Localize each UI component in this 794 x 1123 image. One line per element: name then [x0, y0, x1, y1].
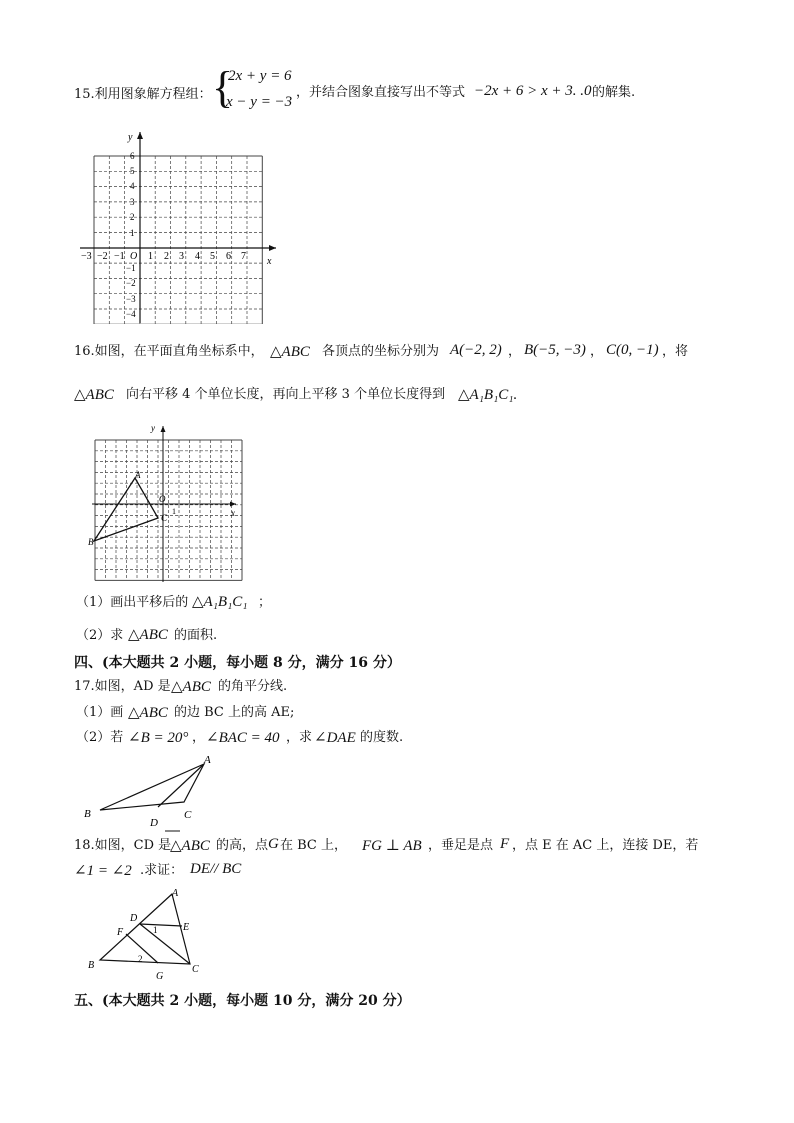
q15-inequality: −2x + 6 > x + 3. .0: [474, 83, 592, 99]
q16-sub1-prefix: （1）画出平移后的: [76, 595, 189, 610]
q16-line1-prefix: 16.如图，在平面直角坐标系中，: [74, 344, 264, 359]
q16-x-arrow: [230, 502, 236, 507]
section-5-heading: 五、(本大题共 2 小题，每小题 10 分，满分 20 分）: [74, 993, 411, 1009]
q18-angle-2: 2: [138, 954, 143, 964]
q16-line1-mid: 各顶点的坐标分别为: [322, 344, 440, 359]
q16-line1-end: ，将: [662, 344, 689, 359]
q16-point-C: C(0, −1): [606, 342, 659, 358]
q18-line2-math: ∠1 = ∠2: [74, 863, 132, 879]
q15-y-arrow: [137, 132, 143, 139]
y-tick: 2: [130, 212, 135, 222]
q18-angle-1: 1: [153, 925, 158, 935]
y-tick: −3: [126, 294, 136, 304]
q16-line2-target: △A₁B₁C₁.: [458, 387, 518, 403]
x-tick: −1: [114, 251, 125, 262]
q17-line1-prefix: 17.如图，AD 是: [74, 679, 171, 694]
q18-point-G: G: [268, 836, 279, 852]
q16-x-label: x: [231, 508, 235, 518]
q17-label-C: C: [184, 809, 192, 821]
q15-equation-2: x − y = −3: [226, 94, 293, 110]
q15-prefix: 15.利用图象解方程组：: [74, 87, 212, 102]
y-tick: 6: [130, 151, 135, 161]
q17-sub1-prefix: （1）画: [76, 705, 124, 720]
x-tick: 5: [210, 251, 215, 262]
q17-label-D: D: [150, 817, 158, 829]
q17-label-A: A: [204, 754, 211, 766]
q18-label-E: E: [183, 922, 190, 933]
q17-sub2-mid: ，求: [286, 730, 313, 745]
q16-sub2-suffix: 的面积.: [174, 628, 218, 643]
q17-sub2-prefix: （2）若: [76, 730, 124, 745]
x-tick: 6: [226, 251, 231, 262]
q18-line1-math1: △ABC: [170, 838, 210, 854]
q15-middle: ，并结合图象直接写出不等式: [296, 85, 466, 100]
q18-line1-d: ，垂足是点: [428, 838, 494, 853]
q16-grid-lines: [95, 440, 242, 580]
q17-sub2-math1: ∠B = 20°: [128, 730, 189, 746]
q15-y-tick-labels: [126, 151, 136, 319]
y-tick: 5: [130, 166, 135, 176]
q16-label-B: B: [88, 537, 94, 547]
section-4-heading: 四、(本大题共 2 小题，每小题 8 分，满分 16 分）: [74, 655, 401, 671]
y-tick: −2: [126, 278, 136, 288]
x-tick: 3: [179, 251, 184, 262]
q18-label-F: F: [117, 927, 124, 938]
q16-sub2-prefix: （2）求: [76, 628, 124, 643]
q18-label-D: D: [130, 913, 138, 924]
q17-sub2-suffix: 的度数.: [360, 730, 404, 745]
q16-tick-1: 1: [172, 507, 176, 516]
x-tick: 4: [195, 251, 200, 262]
y-tick: −1: [126, 263, 136, 273]
q17-sub1-math: △ABC: [128, 705, 168, 721]
q16-line2-triangle: △ABC: [74, 387, 114, 403]
q15-equation-1: 2x + y = 6: [228, 68, 292, 84]
q15-x-arrow: [269, 245, 276, 251]
q15-grid-lines: [94, 156, 262, 324]
q18-label-B: B: [88, 960, 95, 971]
q16-origin-label: O: [159, 494, 166, 504]
q18-line1-a: 18.如图，CD 是: [74, 838, 172, 853]
bisector-AD: [158, 764, 204, 807]
q17-label-B: B: [84, 808, 91, 820]
x-tick: −2: [97, 251, 108, 262]
x-tick: 1: [148, 251, 153, 262]
q18-line1-e: ，点 E 在 AC 上，连接 DE，若: [512, 838, 699, 853]
q16-sub1-math: △A₁B₁C₁: [192, 594, 248, 610]
q17-line1-suffix: 的角平分线.: [218, 679, 288, 694]
q17-sub2-sep: ，: [192, 730, 206, 745]
q18-line1-b: 的高，点: [216, 838, 269, 853]
q18-line1-math2: FG ⊥ AB: [362, 838, 422, 854]
q18-line2-text: .求证：: [140, 863, 184, 878]
y-tick: 3: [130, 197, 135, 207]
y-tick: −4: [126, 309, 136, 319]
q15-x-tick-labels: [81, 251, 246, 262]
q18-point-F: F: [500, 836, 510, 852]
q15-suffix: 的解集.: [592, 85, 636, 100]
y-tick: 1: [130, 228, 135, 238]
x-tick: 2: [164, 251, 169, 262]
q18-label-A: A: [172, 888, 179, 899]
q18-triangle-figure: [82, 884, 217, 982]
q16-label-C: C: [161, 513, 168, 523]
q16-y-arrow: [161, 426, 166, 432]
x-tick: 7: [241, 251, 246, 262]
q15-y-label: y: [128, 132, 133, 143]
q17-triangle-figure: [80, 752, 220, 834]
q17-line1-math: △ABC: [171, 679, 211, 695]
q16-point-A: A(−2, 2): [450, 342, 502, 358]
q15-x-label: x: [267, 256, 272, 267]
triangle-ABC: [94, 478, 158, 541]
q16-sub2-math: △ABC: [128, 627, 168, 643]
q18-label-C: C: [192, 964, 199, 975]
q16-coordinate-figure: [86, 420, 256, 585]
y-tick: 4: [130, 181, 135, 191]
q15-coordinate-grid: [80, 128, 280, 324]
q18-line1-c: 在 BC 上，: [280, 838, 348, 853]
q16-y-label: y: [151, 423, 155, 433]
system-brace: {: [212, 63, 234, 112]
q15-origin-label: O: [130, 251, 138, 262]
q17-sub1-suffix: 的边 BC 上的高 AE;: [174, 705, 295, 720]
x-tick: −3: [81, 251, 92, 262]
q16-point-B: B(−5, −3): [524, 342, 586, 358]
q18-line2-goal: DE// BC: [190, 861, 242, 877]
segment-DE: [140, 924, 182, 926]
triangle-ABC: [100, 764, 204, 810]
q18-label-G: G: [156, 971, 164, 982]
q16-label-A: A: [135, 470, 141, 480]
q17-sub2-math2: ∠BAC = 40: [206, 730, 280, 746]
q16-sub1-suffix: ；: [258, 595, 272, 610]
q16-line2-text: 向右平移 4 个单位长度，再向上平移 3 个单位长度得到: [126, 387, 446, 402]
q16-triangle: △ABC: [270, 344, 310, 360]
q17-sub2-math3: ∠DAE: [314, 730, 356, 746]
